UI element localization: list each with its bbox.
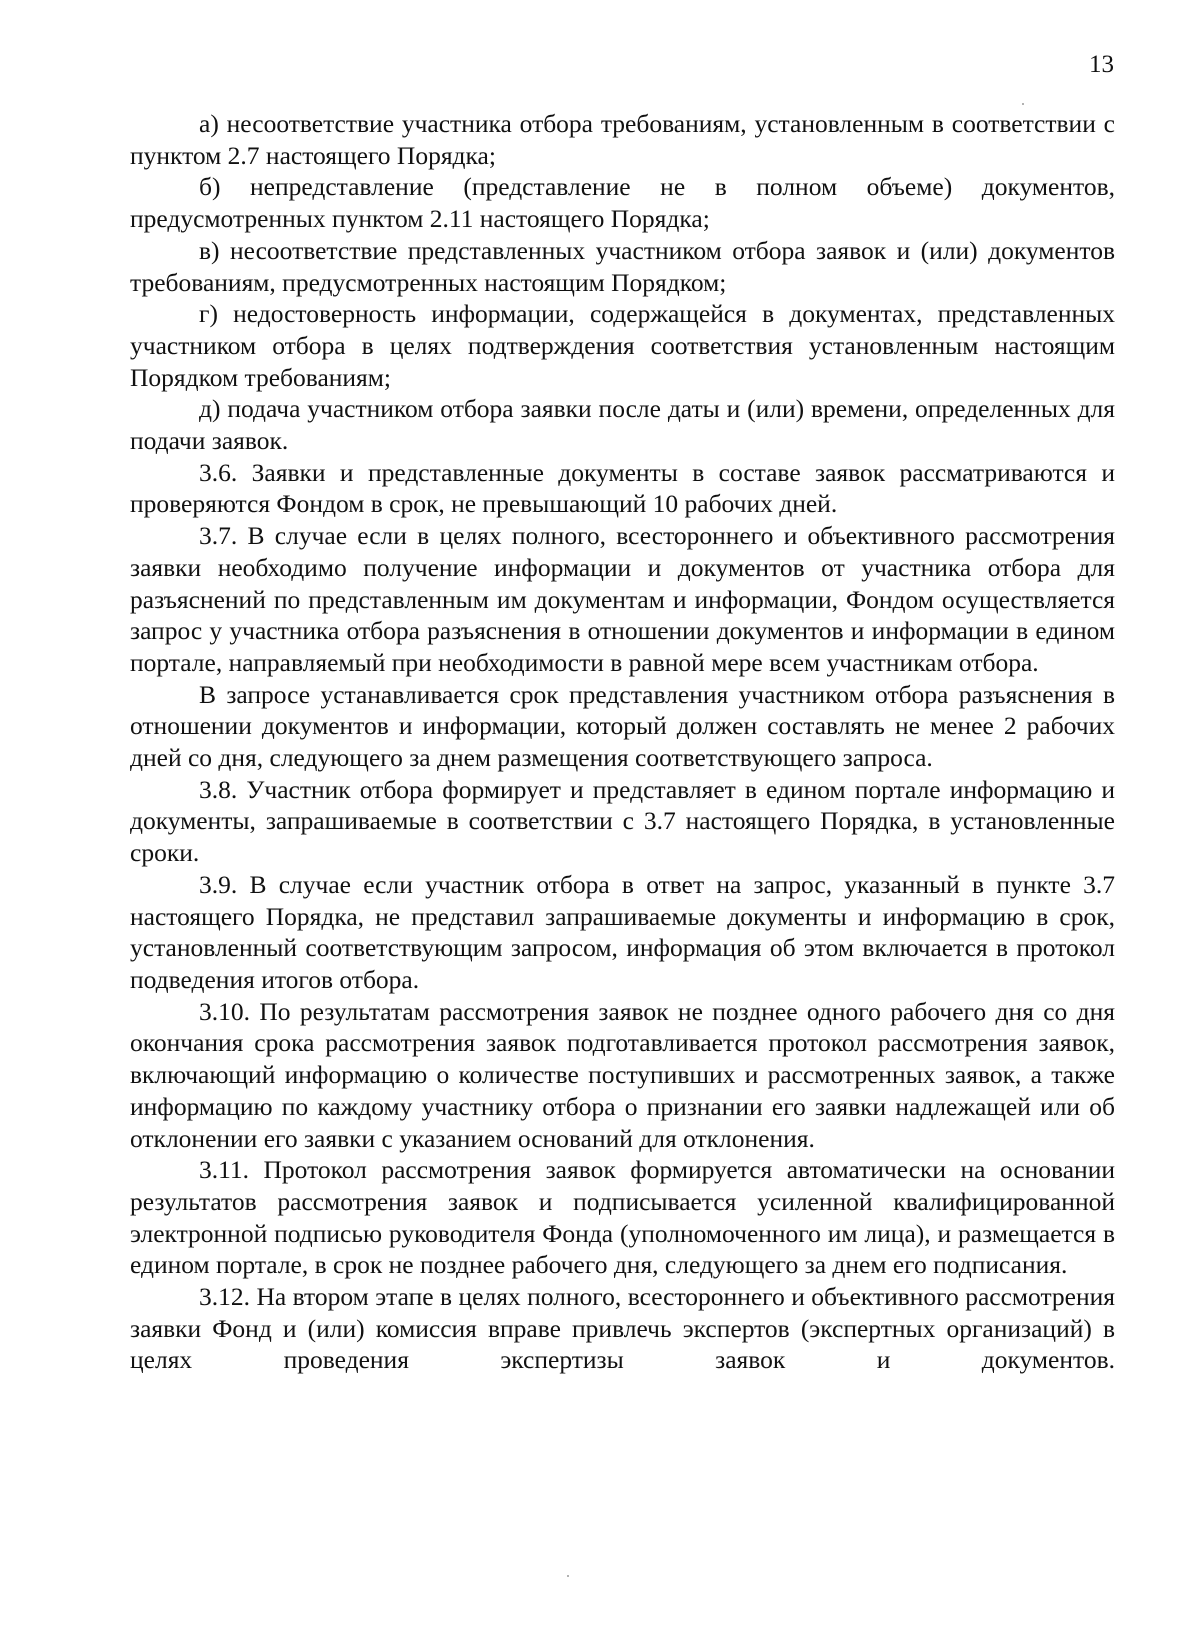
document-body — [130, 108, 1115, 1376]
paragraph-3-11: 3.11. Протокол рассмотрения заявок формируется автоматически на основании результатов рассмотрения заявок и подписывается усиленной квалифицированной электронной подписью руководителя Фонда (уполномоченного им лица), и размещается в едином портале, в срок не позднее рабочего дня, следующего за днем его подписания. — [130, 1155, 1115, 1280]
page-number: 13 — [1089, 51, 1114, 78]
paragraph-3-7-request: В запросе устанавливается срок представления участником отбора разъяснения в отношении документов и информации, который должен составлять не менее 2 рабочих дней со дня, следующего за днем размещения соответствующего запроса. — [130, 679, 1115, 773]
paragraph-item-a: а) несоответствие участника отбора требованиям, установленным в соответствии с пунктом 2.7 настоящего Порядка; — [130, 109, 1115, 170]
paragraph-3-12: 3.12. На втором этапе в целях полного, всестороннего и объективного рассмотрения заявки Фонд и (или) комиссия вправе привлечь экспертов (экспертных организаций) в целях проведения экспертизы заявок и документов. — [130, 1282, 1115, 1375]
paragraph-3-10: 3.10. По результатам рассмотрения заявок не позднее одного рабочего дня со дня окончания срока рассмотрения заявок подготавливается протокол рассмотрения заявок, включающий информацию о количестве поступивших и рассмотренных заявок, а также информацию по каждому участнику отбора о признании его заявки надлежащей или об отклонении его заявки с указанием оснований для отклонения. — [130, 996, 1115, 1153]
scan-speck — [567, 1575, 569, 1577]
paragraph-3-9: 3.9. В случае если участник отбора в ответ на запрос, указанный в пункте 3.7 настоящего Порядка, не представил запрашиваемые документы и информацию в срок, установленный соответствующим запросом, информация об этом включается в протокол подведения итогов отбора. — [130, 869, 1115, 994]
paragraph-item-v: в) несоответствие представленных участником отбора заявок и (или) документов требованиям, предусмотренных настоящим Порядком; — [130, 235, 1115, 297]
paragraph-3-8: 3.8. Участник отбора формирует и представляет в едином портале информацию и документы, запрашиваемые в соответствии с 3.7 настоящего Порядка, в установленные сроки. — [130, 774, 1115, 868]
paragraph-item-g: г) недостоверность информации, содержащейся в документах, представленных участником отбора в целях подтверждения соответствия установленным настоящим Порядком требованиям; — [130, 299, 1115, 392]
paragraph-3-6: 3.6. Заявки и представленные документы в составе заявок рассматриваются и проверяются Фондом в срок, не превышающий 10 рабочих дней. — [130, 457, 1115, 519]
scan-speck — [1022, 103, 1024, 105]
paragraph-item-d: д) подача участником отбора заявки после даты и (или) времени, определенных для подачи заявок. — [130, 394, 1115, 456]
paragraph-3-7: 3.7. В случае если в целях полного, всестороннего и объективного рассмотрения заявки необходимо получение информации и документов от участника отбора для разъяснений по представленным им документам и информации, Фондом осуществляется запрос у участника отбора разъяснения в отношении документов и информации в едином портале, направляемый при необходимости в равной мере всем участникам отбора. — [130, 521, 1115, 677]
paragraph-item-b: б) непредставление (представление не в полном объеме) документов, предусмотренных пунктом 2.11 настоящего Порядка; — [130, 172, 1115, 234]
